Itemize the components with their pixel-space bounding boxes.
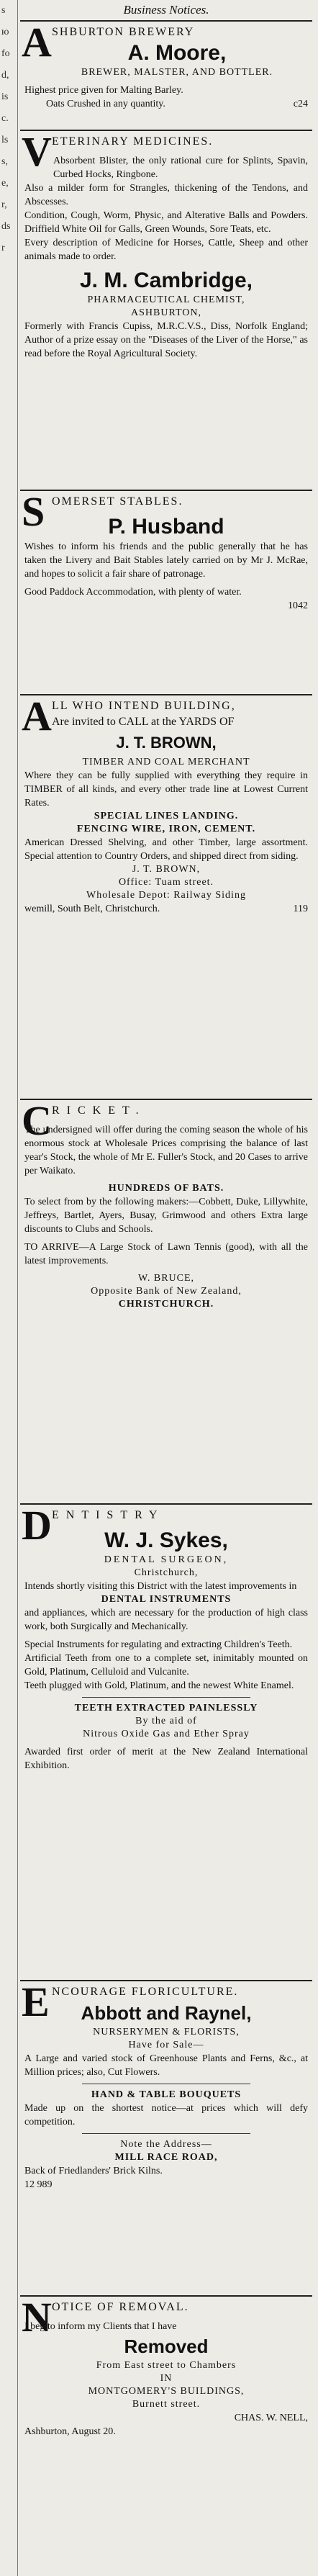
ad-somerset-stables: [20, 491, 312, 695]
bouquets-heading: HAND & TABLE BOUQUETS: [91, 2089, 242, 2100]
office-line: Office: Tuam street.: [118, 877, 214, 888]
painless-heading: TEETH EXTRACTED PAINLESSLY: [74, 1703, 258, 1713]
drop-cap: N: [22, 2297, 52, 2341]
advertiser-name: A. Moore,: [127, 41, 227, 65]
paragraph: Every description of Medicine for Horses, Cattle, Sheep and other animals made to order.: [24, 238, 308, 262]
advertiser-name: W. J. Sykes,: [104, 1528, 228, 1552]
paragraph: Condition, Cough, Worm, Physic, and Alterative Balls and Powders. Driffield White Oil for Galls, Green Wounds, Sore Teats, etc.: [24, 210, 308, 235]
gutter-fragment: d,: [1, 70, 9, 81]
signature: W. BRUCE,: [137, 1273, 195, 1284]
reference-code: 12 989: [24, 2179, 53, 2190]
ad-subheading: Are invited to CALL at the YARDS OF: [52, 716, 235, 728]
ad-dentistry: [20, 1505, 312, 1981]
gutter-fragment: e,: [1, 178, 9, 189]
address-line: Opposite Bank of New Zealand,: [91, 1286, 242, 1297]
paragraph: and appliances, which are necessary for the production of high class work, both Surgically and Mechanically.: [24, 1608, 308, 1632]
address-line: MILL RACE ROAD,: [114, 2152, 218, 2163]
text-line: Have for Sale—: [128, 2040, 204, 2050]
advertiser-name: J. M. Cambridge,: [79, 269, 253, 292]
paragraph: Where they can be fully supplied with everything they require in TIMBER of all kinds, and every other trade line at Lowest Current Rates.: [24, 770, 308, 809]
text-line: I beg to inform my Clients that I have: [24, 2321, 177, 2332]
special-heading: SPECIAL LINES LANDING.: [94, 811, 239, 821]
gutter-fragment: s,: [1, 156, 8, 167]
gutter-fragment: fo: [1, 48, 10, 59]
town-line: CHRISTCHURCH.: [118, 1299, 214, 1310]
text-line: Highest price given for Malting Barley.: [24, 85, 183, 96]
gutter-fragment: s: [1, 5, 6, 16]
ad-jt-brown-timber: [20, 695, 312, 1100]
text-line: By the aid of: [135, 1716, 197, 1726]
street-line: Burnett street.: [132, 2399, 201, 2410]
building-line: MONTGOMERY'S BUILDINGS,: [88, 2386, 245, 2397]
signature: J. T. BROWN,: [132, 864, 201, 875]
ad-heading: ETERINARY MEDICINES.: [52, 135, 214, 148]
paragraph: Awarded first order of merit at the New Zealand International Exhibition.: [24, 1747, 308, 1771]
gutter-fragment: r: [1, 243, 5, 253]
ad-heading: RICKET.: [52, 1104, 146, 1117]
trade-line: TIMBER AND COAL MERCHANT: [82, 757, 250, 767]
depot-line: Wholesale Depot: Railway Siding: [86, 890, 246, 901]
text-line: Oats Crushed in any quantity.: [46, 99, 165, 109]
text-line: Note the Address—: [120, 2139, 212, 2150]
gutter-fragment: r,: [1, 199, 7, 210]
paragraph: Also a milder form for Strangles, thickening of the Tendons, and Abscesses.: [24, 183, 308, 207]
title-line: PHARMACEUTICAL CHEMIST,: [87, 294, 245, 305]
advertiser-name: J. T. BROWN,: [116, 734, 217, 752]
paragraph: American Dressed Shelving, and other Timber, large assortment. Special attention to Country Orders, and shipped direct from siding.: [24, 837, 308, 862]
drop-cap: E: [22, 1981, 50, 2025]
signature: CHAS. W. NELL,: [234, 2413, 308, 2423]
column-masthead: Business Notices.: [20, 0, 312, 22]
drop-cap: D: [22, 1505, 52, 1549]
ad-heading: OTICE OF REMOVAL.: [52, 2301, 189, 2313]
reference-code: 1042: [288, 600, 308, 611]
ad-floriculture: [20, 1981, 312, 2297]
gutter-fragment: ls: [1, 135, 9, 145]
instruments-heading: DENTAL INSTRUMENTS: [101, 1594, 232, 1605]
advertiser-name: Abbott and Raynel,: [81, 2002, 252, 2024]
adjacent-column-fragment: [0, 0, 18, 2576]
text-line: Nitrous Oxide Gas and Ether Spray: [83, 1729, 250, 1739]
town-line: ASHBURTON,: [131, 307, 201, 318]
ad-ashburton-brewery: [20, 22, 312, 131]
paragraph: Formerly with Francis Cupiss, M.R.C.V.S., Diss, Norfolk England; Author of a prize essay on the "Diseases of the Liver of the Horse," as read before the Royal Agricultural Society.: [24, 321, 308, 359]
trade-line: BREWER, MALSTER, AND BOTTLER.: [81, 67, 273, 78]
text-line: From East street to Chambers: [96, 2360, 237, 2371]
ad-veterinary-medicines: [20, 131, 312, 491]
removed-heading: Removed: [124, 2336, 209, 2357]
paragraph: Intends shortly visiting this District with the latest improvements in: [24, 1581, 297, 1592]
advertiser-name: P. Husband: [108, 515, 224, 539]
date-line: Ashburton, August 20.: [24, 2426, 116, 2437]
ad-heading: ENTISTRY: [52, 1509, 165, 1521]
paragraph: Wishes to inform his friends and the public generally that he has taken the Livery and Bait Stables lately carried on by Mr J. McRae, and hopes to solicit a fair share of patronage.: [24, 541, 308, 580]
text-line: IN: [160, 2373, 173, 2384]
special-heading: FENCING WIRE, IRON, CEMENT.: [76, 824, 256, 834]
paragraph: Special Instruments for regulating and extracting Children's Teeth.: [24, 1639, 293, 1650]
paragraph: A Large and varied stock of Greenhouse Plants and Ferns, &c., at Million prices; also, Cut Flowers.: [24, 2053, 308, 2078]
bats-heading: HUNDREDS OF BATS.: [108, 1183, 224, 1194]
text-line: Good Paddock Accommodation, with plenty of water.: [24, 587, 242, 598]
paragraph: TO ARRIVE—A Large Stock of Lawn Tennis (good), with all the latest improvements.: [24, 1242, 308, 1266]
town-line: Christchurch,: [134, 1567, 199, 1578]
paragraph: Teeth plugged with Gold, Platinum, and the newest White Enamel.: [24, 1680, 294, 1691]
paragraph: Absorbent Blister, the only rational cure for Splints, Spavin, Curbed Hocks, Ringbone.: [53, 156, 308, 180]
ad-notice-of-removal: [20, 2297, 312, 2513]
ad-heading: LL WHO INTEND BUILDING,: [52, 700, 236, 712]
paragraph: To select from by the following makers:—Cobbett, Duke, Lillywhite, Jeffreys, Bartlet, Ayers, Busay, Grimwood and others Extra large discounts to Clubs and Schools.: [24, 1197, 308, 1235]
drop-cap: A: [22, 695, 52, 739]
drop-cap: C: [22, 1100, 52, 1144]
text-line: Back of Friedlanders' Brick Kilns.: [24, 2166, 163, 2176]
ad-heading: NCOURAGE FLORICULTURE.: [52, 1986, 239, 1998]
business-notices-column: [20, 0, 312, 2576]
drop-cap: A: [22, 22, 52, 66]
gutter-fragment: is: [1, 91, 9, 102]
drop-cap: S: [22, 491, 45, 535]
drop-cap: V: [22, 131, 52, 175]
ad-heading: OMERSET STABLES.: [52, 495, 183, 508]
gutter-fragment: ds: [1, 221, 11, 232]
trade-line: NURSERYMEN & FLORISTS,: [93, 2027, 240, 2037]
ad-heading: SHBURTON BREWERY: [52, 26, 195, 38]
paragraph: The undersigned will offer during the coming season the whole of his enormous stock at Wholesale Prices comprising the balance of last year's Stock, the whole of Mr E. Fuller's Stock, and 20 Cases to arrive per Waikato.: [24, 1125, 308, 1176]
gutter-fragment: ю: [1, 27, 9, 37]
reference-code: c24: [293, 99, 308, 109]
paragraph: Made up on the shortest notice—at prices which will defy competition.: [24, 2103, 308, 2127]
title-line: DENTAL SURGEON,: [104, 1554, 229, 1565]
gutter-fragment: c.: [1, 113, 9, 124]
reference-code: 119: [293, 904, 308, 914]
depot-line: wemill, South Belt, Christchurch.: [24, 904, 160, 914]
ad-cricket: [20, 1100, 312, 1505]
paragraph: Artificial Teeth from one to a complete set, inimitably mounted on Gold, Platinum, Celluloid and Vulcanite.: [24, 1653, 308, 1677]
